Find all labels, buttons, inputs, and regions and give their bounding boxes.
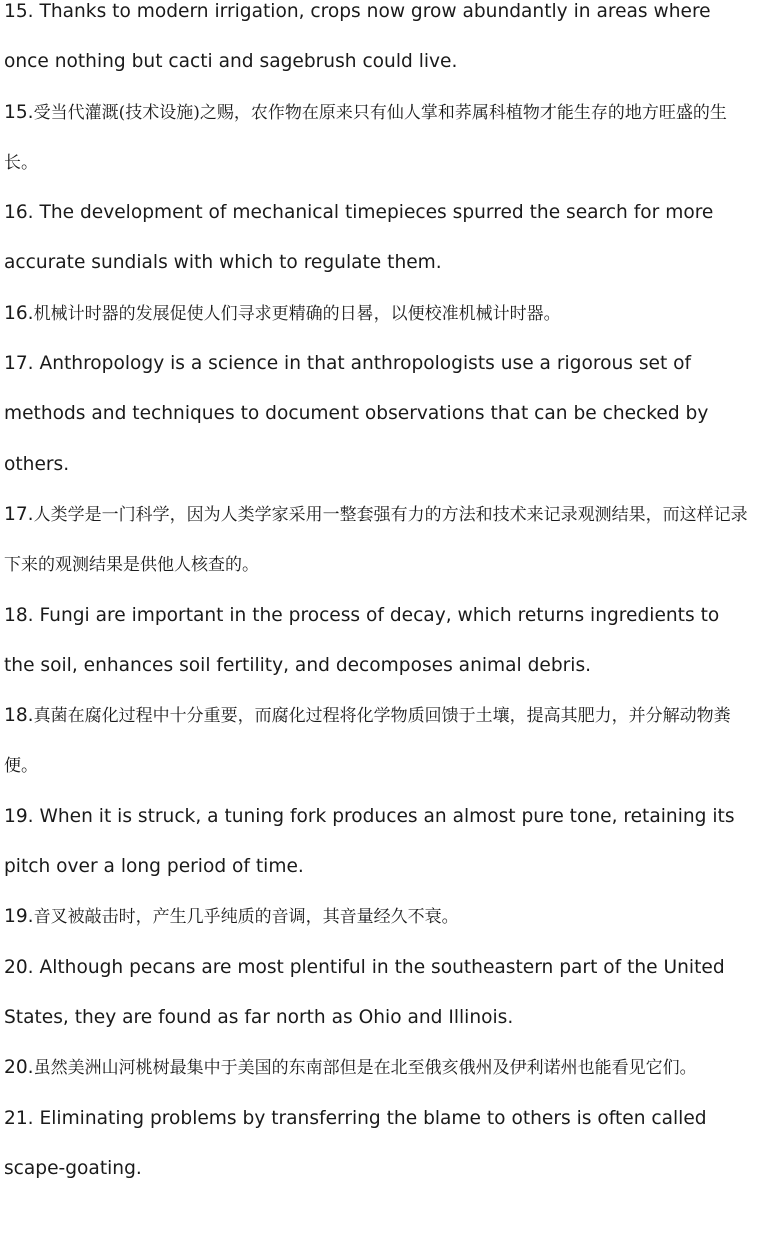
- item-number: 16.: [4, 202, 34, 224]
- chinese-text: 人类学是一门科学，因为人类学家采用一整套强有力的方法和技术来记录观测结果，而这样记录下来的观测结果是供他人核查的。: [4, 504, 748, 576]
- chinese-text: 音叉被敲击时，产生几乎纯质的音调，其音量经久不衰。: [33, 907, 459, 928]
- chinese-text: 受当代灌溉(技术设施)之赐，农作物在原来只有仙人掌和荞属科植物才能生存的地方旺盛的生长。: [4, 102, 727, 173]
- english-paragraph-19: [4, 792, 754, 893]
- english-text: Anthropology is a science in that anthropologists use a rigorous set of methods and techniques to document observations that can be checked by others.: [4, 353, 709, 475]
- chinese-paragraph-19: [4, 892, 754, 942]
- item-number: 19.: [4, 906, 34, 928]
- item-number: 15.: [4, 101, 34, 123]
- chinese-text: 真菌在腐化过程中十分重要，而腐化过程将化学物质回馈于土壤，提高其肥力，并分解动物粪便。: [4, 706, 731, 777]
- chinese-paragraph-18: [4, 691, 754, 792]
- item-number: 18.: [4, 604, 34, 626]
- english-paragraph-18: [4, 591, 754, 692]
- english-paragraph-20: [4, 943, 754, 1044]
- item-number: 17.: [4, 503, 34, 525]
- item-number: 21.: [4, 1107, 34, 1129]
- english-paragraph-17: [4, 339, 754, 490]
- chinese-paragraph-16: [4, 289, 754, 339]
- item-number: 15.: [4, 1, 34, 22]
- chinese-paragraph-20: [4, 1043, 754, 1093]
- english-paragraph-21: [4, 1094, 754, 1195]
- english-text: Fungi are important in the process of decay, which returns ingredients to the soil, enhances soil fertility, and decomposes animal debris.: [4, 604, 720, 676]
- item-number: 17.: [4, 353, 34, 375]
- english-text: When it is struck, a tuning fork produces an almost pure tone, retaining its pitch over a long period of time.: [4, 805, 735, 878]
- chinese-text: 机械计时器的发展促使人们寻求更精确的日晷，以便校准机械计时器。: [33, 303, 561, 324]
- item-number: 16.: [4, 302, 34, 324]
- item-number: 18.: [4, 705, 34, 727]
- item-number: 20.: [4, 1057, 34, 1079]
- english-text: Eliminating problems by transferring the blame to others is often called scape-goating.: [4, 1107, 707, 1179]
- chinese-text: 虽然美洲山河桃树最集中于美国的东南部但是在北至俄亥俄州及伊利诺州也能看见它们。: [33, 1058, 697, 1079]
- item-number: 19.: [4, 805, 34, 827]
- english-text: Thanks to modern irrigation, crops now grow abundantly in areas where once nothing but cacti and sagebrush could live.: [4, 1, 711, 73]
- english-paragraph-15: [4, 0, 754, 88]
- item-number: 20.: [4, 956, 34, 978]
- chinese-paragraph-17: [4, 490, 754, 591]
- english-paragraph-16: [4, 188, 754, 289]
- english-text: Although pecans are most plentiful in the southeastern part of the United States, they are found as far north as Ohio and Illinois.: [4, 956, 725, 1028]
- chinese-paragraph-15: [4, 88, 754, 189]
- english-text: The development of mechanical timepieces spurred the search for more accurate sundials with which to regulate them.: [4, 202, 714, 274]
